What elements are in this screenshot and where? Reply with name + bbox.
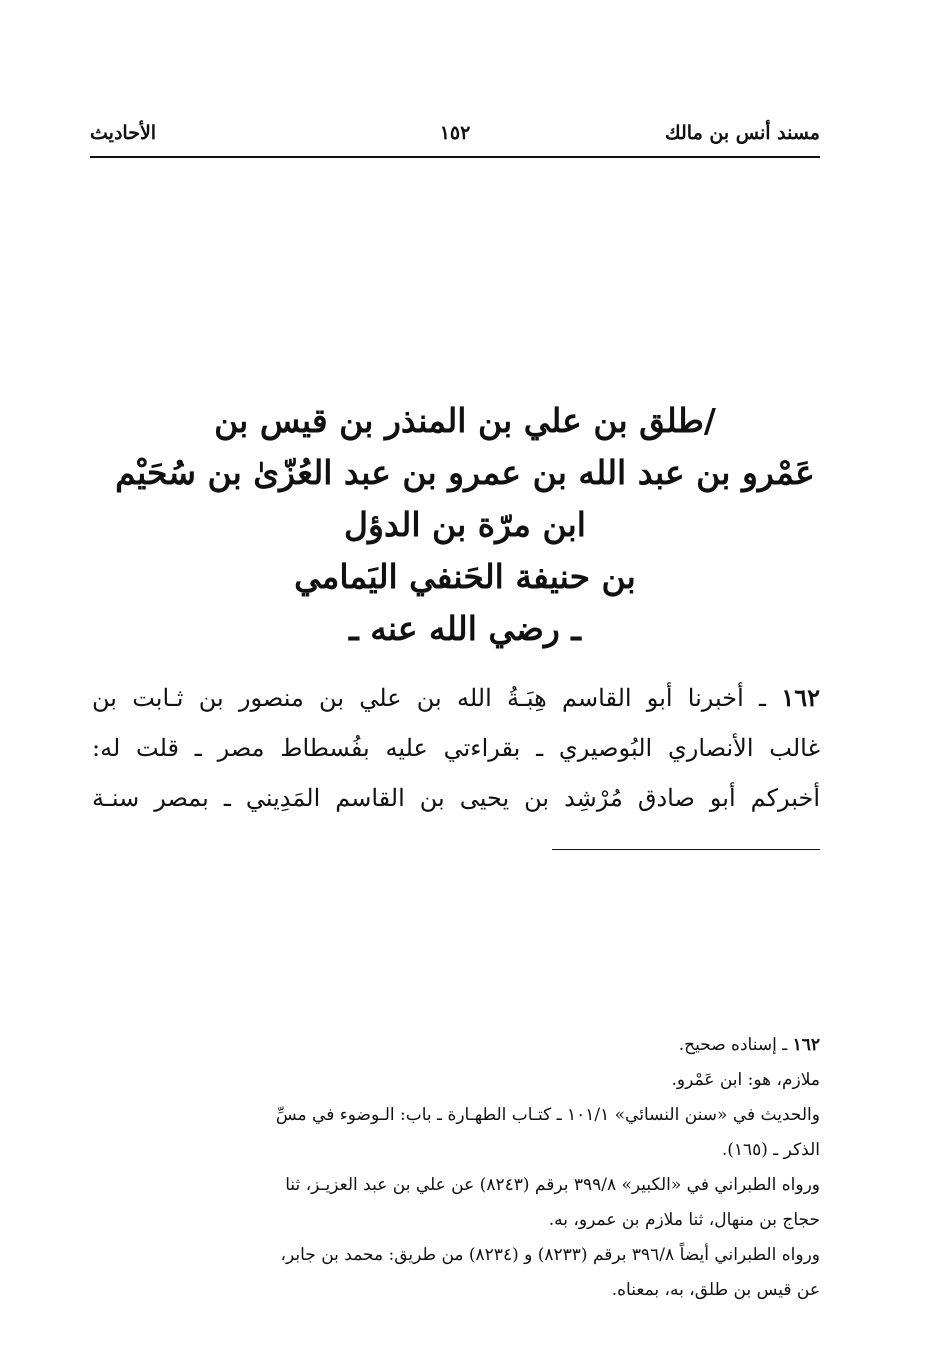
hadith-line-text: ـ أخبرنا أبو القاسم هِبَـةُ الله بن علي بن منصور بن ثـابت بن xyxy=(92,684,767,712)
hadith-line: غالب الأنصاري البُوصيري ـ بقراءتي عليه بفُسطاط مصر ـ قلت له: xyxy=(92,734,820,762)
footnote-line: ورواه الطبراني أيضاً ٣٩٦/٨ برقم (٨٢٣٣) و (٨٢٣٤) من طريق: محمد بن جابر، xyxy=(280,1245,820,1265)
hadith-line xyxy=(92,673,820,723)
footnote-number: ١٦٢ xyxy=(792,1035,820,1055)
header-book-title: مسند أنس بن مالك xyxy=(665,122,820,144)
heading-line: عَمْرو بن عبد الله بن عمرو بن عبد العُزّىٰ بن سُحَيْم xyxy=(115,453,815,492)
footnote-line: ورواه الطبراني في «الكبير» ٣٩٩/٨ برقم (٨٢٤٣) عن علي بن عبد العزيـز، ثنا xyxy=(285,1175,820,1195)
footnote-line: عن قيس بن طلق، به، بمعناه. xyxy=(611,1280,820,1300)
page-number: ١٥٢ xyxy=(439,122,471,144)
header-section-title: الأحاديث xyxy=(90,122,157,144)
hadith-line: أخبركم أبو صادق مُرْشِد بن يحيى بن القاسم المَدِيني ـ بمصر سنـة xyxy=(92,784,820,812)
heading-line: بن حنيفة الحَنفي اليَمامي xyxy=(294,557,636,596)
footnote-line: والحديث في «سنن النسائي» ١٠١/١ ـ كتـاب الطهـارة ـ باب: الـوضوء في مسِّ xyxy=(275,1105,820,1125)
header-rule xyxy=(90,156,820,158)
footnote-line: الذكر ـ (١٦٥). xyxy=(721,1140,820,1160)
hadith-text xyxy=(92,673,820,823)
heading-line: /طلق بن علي بن المنذر بن قيس بن xyxy=(214,401,716,440)
running-header xyxy=(90,120,820,150)
companion-heading xyxy=(110,395,820,655)
heading-line: ابن مرّة بن الدؤل xyxy=(344,505,586,544)
footnote-text: ـ إسناده صحيح. xyxy=(678,1035,788,1055)
footnotes xyxy=(92,1028,820,1308)
heading-line: ـ رضي الله عنه ـ xyxy=(349,609,581,648)
hadith-number: ١٦٢ xyxy=(781,683,820,712)
footnote-rule xyxy=(552,849,820,850)
footnote-line xyxy=(92,1028,820,1063)
footnote-line: حجاج بن منهال، ثنا ملازم بن عمرو، به. xyxy=(548,1210,820,1230)
footnote-line: ملازم، هو: ابن عَمْرو. xyxy=(671,1070,820,1090)
